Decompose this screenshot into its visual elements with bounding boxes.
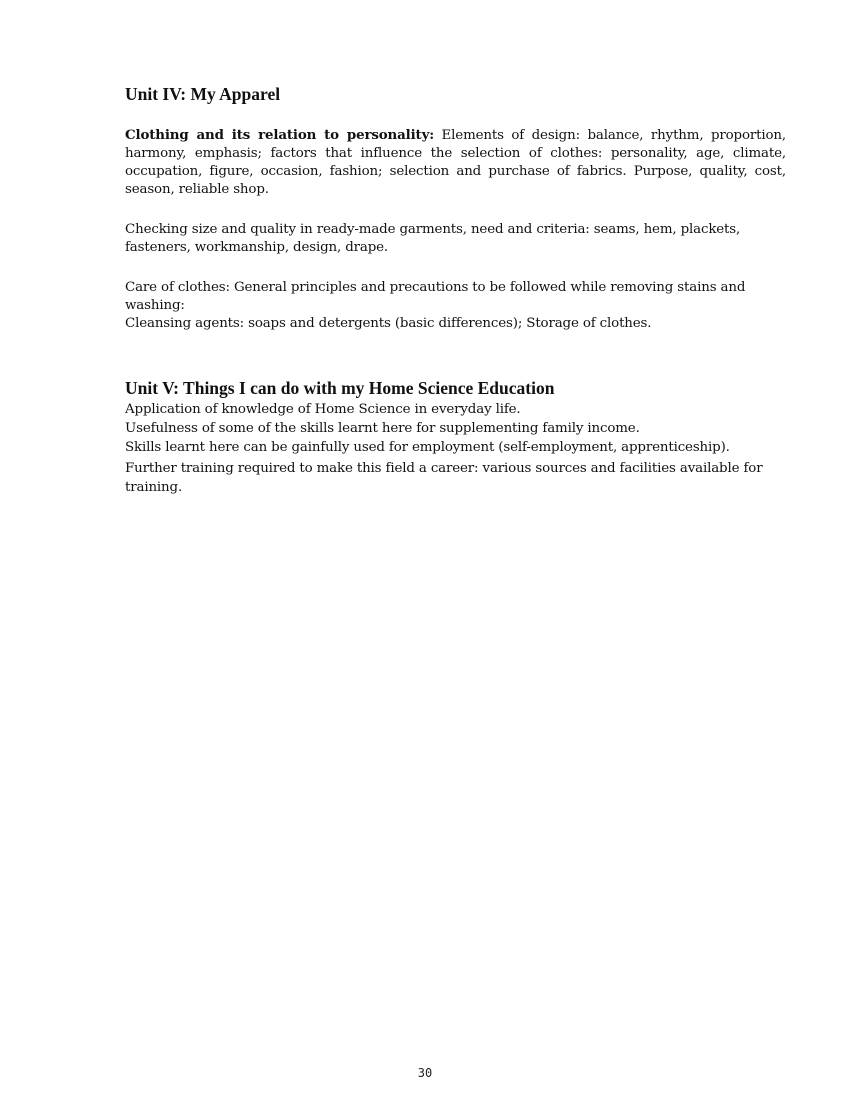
care-of-clothes-line-2: washing: xyxy=(125,298,185,313)
ready-made-garments-line-1: Checking size and quality in ready-made garments, need and criteria: seams, hem, plackets, xyxy=(125,222,741,237)
unit-5-line-3: Skills learnt here can be gainfully used for employment (self-employment, apprenticeship). xyxy=(125,440,730,455)
unit-5-line-5: training. xyxy=(125,480,183,495)
unit-5-line-4: Further training required to make this field a career: various sources and facilities available for xyxy=(125,461,763,476)
unit-5-line-1: Application of knowledge of Home Science in everyday life. xyxy=(125,402,521,417)
clothing-personality-body: Elements of design: balance, rhythm, proportion, harmony, emphasis; factors that influence the selection of clothes: personality, age, climate, occupation, figure, occasion, fashion; selection and purchase of fabrics. Purpose, quality, cost, season, reliable shop. xyxy=(125,128,786,197)
unit-5-line-2: Usefulness of some of the skills learnt here for supplementing family income. xyxy=(125,421,640,436)
care-of-clothes-line-1: Care of clothes: General principles and precautions to be followed while removing stains and xyxy=(125,280,746,295)
unit-4-heading: Unit IV: My Apparel xyxy=(125,84,281,104)
clothing-personality-paragraph xyxy=(125,126,786,199)
page-number: 30 xyxy=(417,1066,433,1080)
unit-5-heading: Unit V: Things I can do with my Home Science Education xyxy=(125,378,555,398)
ready-made-garments-line-2: fasteners, workmanship, design, drape. xyxy=(125,240,389,255)
cleansing-agents-line: Cleansing agents: soaps and detergents (basic differences); Storage of clothes. xyxy=(125,316,652,331)
clothing-personality-lead: Clothing and its relation to personality: xyxy=(125,127,434,143)
